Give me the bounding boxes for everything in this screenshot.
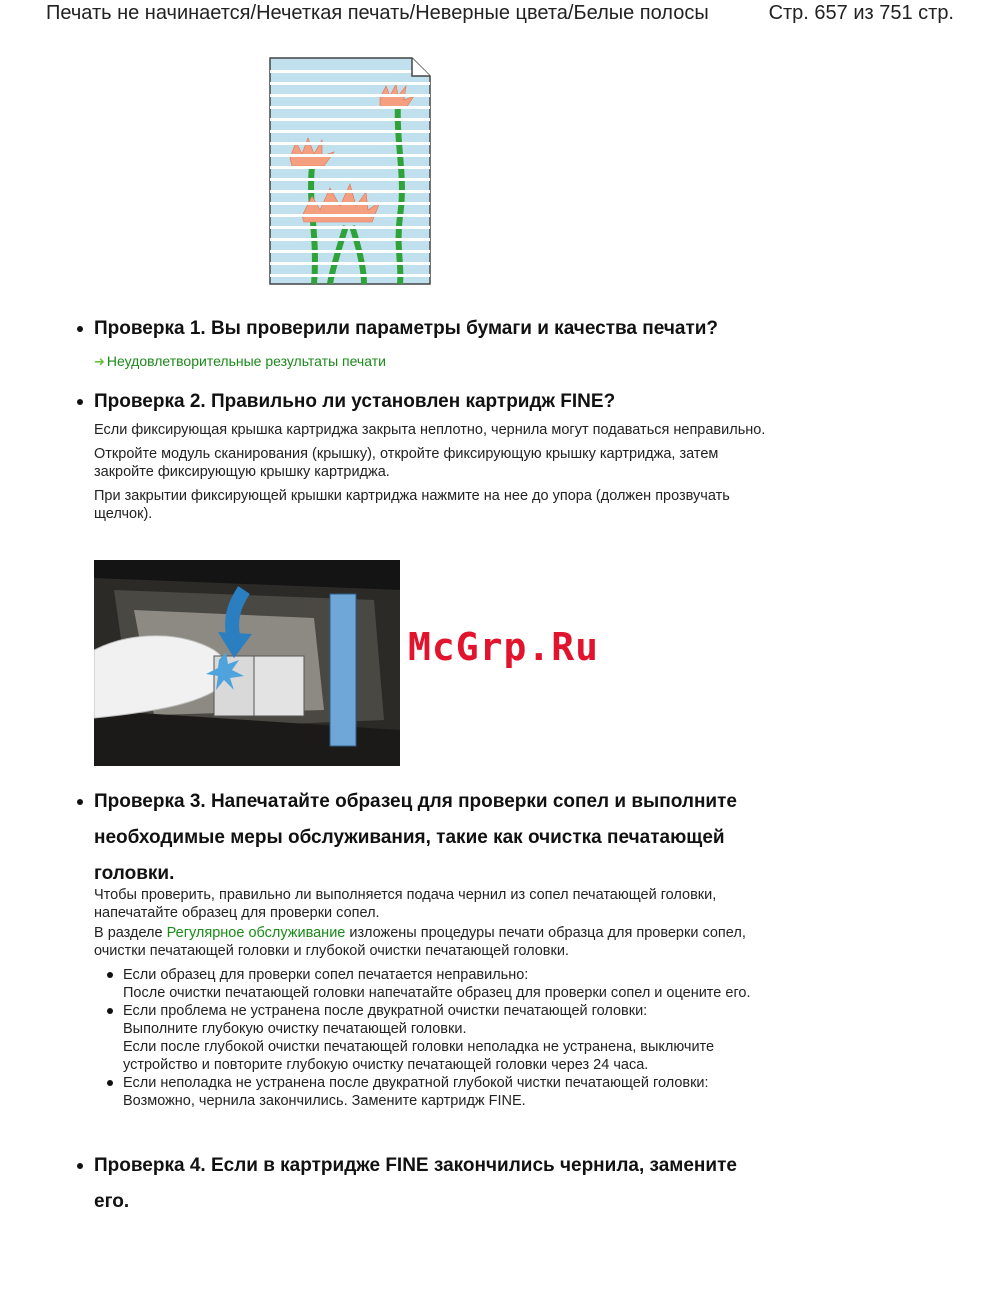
check-3-title-line: Проверка 3. Напечатайте образец для проверки сопел и выполните bbox=[94, 791, 737, 812]
streaked-print-illustration bbox=[268, 56, 432, 286]
list-item: Если неполадка не устранена после двукратной глубокой чистки печатающей головки: Возможно, чернила закончились. Замените картридж FINE. bbox=[123, 1074, 772, 1110]
text-before-link: В разделе bbox=[94, 925, 167, 941]
check-4-section bbox=[72, 1148, 772, 1220]
check-3-title bbox=[72, 784, 772, 892]
check-2-paragraph: Если фиксирующая крышка картриджа закрыта неплотно, чернила могут подаваться неправильно. bbox=[94, 422, 766, 438]
check-3-paragraph: Чтобы проверить, правильно ли выполняется подача чернил из сопел печатающей головки, напечатайте образец для проверки сопел. bbox=[94, 887, 717, 921]
nozzle-check-list bbox=[72, 966, 772, 1110]
check-4-title bbox=[72, 1148, 772, 1220]
check-3-title-line: необходимые меры обслуживания, такие как очистка печатающей bbox=[94, 827, 725, 848]
check-2-title: Проверка 2. Правильно ли установлен картридж FINE? bbox=[72, 384, 772, 420]
page-counter: Стр. 657 из 751 стр. bbox=[768, 2, 954, 24]
check-2-paragraph: Откройте модуль сканирования (крышку), откройте фиксирующую крышку картриджа, затем закройте фиксирующую крышку картриджа. bbox=[94, 446, 719, 480]
list-item: Если проблема не устранена после двукратной очистки печатающей головки: Выполните глубокую очистку печатающей головки. Если после глубокой очистки печатающей головки неполадка не устранена, выключите устройство и повторите глубокую очистку печатающей головки через 24 часа. bbox=[123, 1002, 772, 1074]
check-1-section bbox=[72, 311, 772, 370]
cartridge-lock-cover-photo bbox=[94, 560, 400, 766]
check-3-section bbox=[72, 784, 772, 1110]
check-4-title-line: его. bbox=[94, 1191, 130, 1212]
page-header-title: Печать не начинается/Нечеткая печать/Неверные цвета/Белые полосы bbox=[46, 2, 709, 24]
list-item: Если образец для проверки сопел печатается неправильно: После очистки печатающей головки напечатайте образец для проверки сопел и оцените его. bbox=[123, 966, 772, 1002]
check-2-paragraph: При закрытии фиксирующей крышки картриджа нажмите на нее до упора (должен прозвучать щелчок). bbox=[94, 488, 730, 522]
check-2-section bbox=[72, 384, 772, 529]
link-label: Неудовлетворительные результаты печати bbox=[106, 353, 386, 369]
site-watermark: McGrp.Ru bbox=[408, 625, 600, 669]
check-1-title: Проверка 1. Вы проверили параметры бумаги и качества печати? bbox=[72, 311, 772, 347]
unsatisfactory-results-link[interactable] bbox=[72, 353, 772, 370]
check-3-paragraph-maintenance bbox=[94, 924, 772, 960]
check-3-title-line: головки. bbox=[94, 863, 175, 884]
text-after-link: изложены процедуры печати образца для проверки сопел, очистки печатающей головки и глубокой очистки печатающей головки. bbox=[94, 925, 746, 959]
arrow-right-icon: ➜ bbox=[94, 354, 105, 369]
check-4-title-line: Проверка 4. Если в картридже FINE закончились чернила, замените bbox=[94, 1155, 737, 1176]
regular-maintenance-link[interactable]: Регулярное обслуживание bbox=[166, 925, 346, 941]
